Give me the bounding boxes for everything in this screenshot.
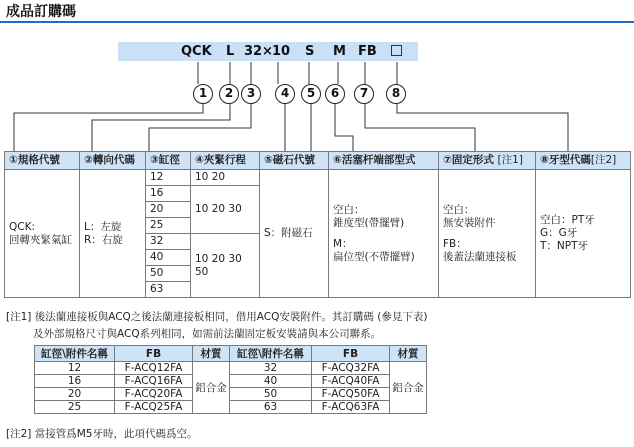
acc-bore: 12 xyxy=(35,362,115,375)
header-thread-label: ⑧牙型代碼 xyxy=(540,154,591,166)
bore-value: 40 xyxy=(146,250,191,266)
rod-end-line: 扁位型(不帶擺臂) xyxy=(333,250,415,263)
code-part-stroke: 10 xyxy=(272,44,291,59)
code-part-bore: 32 xyxy=(244,44,263,59)
spec-code-line: QCK: xyxy=(9,220,36,233)
acc-header-material-2: 材質 xyxy=(390,346,427,362)
fixing-line: FB： xyxy=(443,237,467,250)
circled-number-5: 5 xyxy=(301,84,321,104)
cell-fixing xyxy=(439,170,536,298)
page-title: 成品訂購碼 xyxy=(6,4,76,20)
acc-bore: 25 xyxy=(35,401,115,414)
circled-number-1: 1 xyxy=(193,84,213,104)
header-spec-code: ①規格代號 xyxy=(5,152,80,170)
acc-part: F-ACQ12FA xyxy=(115,362,193,375)
bore-value: 16 xyxy=(146,186,191,202)
header-thread xyxy=(536,152,631,170)
table-row xyxy=(35,401,427,414)
connector-lines xyxy=(0,0,634,152)
code-part-fixing: FB xyxy=(358,44,377,59)
stroke-value: 10 20 30 50 xyxy=(191,234,260,298)
acc-bore: 40 xyxy=(230,375,312,388)
connector-7 xyxy=(365,104,475,152)
header-rod-end: ⑥活塞杆端部型式 xyxy=(329,152,439,170)
rod-end-line: 空白： xyxy=(333,203,365,216)
stroke-value: 10 20 30 xyxy=(191,186,260,234)
circled-number-3: 3 xyxy=(241,84,261,104)
header-fixing-note: [注1] xyxy=(497,154,523,166)
cell-thread xyxy=(536,170,631,298)
acc-header-fb: FB xyxy=(115,346,193,362)
acc-part: F-ACQ63FA xyxy=(312,401,390,414)
code-part-times: × xyxy=(262,44,273,59)
acc-header-material: 材質 xyxy=(193,346,230,362)
note1-line2: 及外部規格尺寸與ACQ系列相同，如需前法蘭固定板安裝請與本公司聯系。 xyxy=(33,328,382,340)
thread-line: G：G牙 xyxy=(540,227,578,239)
header-bore: ③缸徑 xyxy=(146,152,191,170)
direction-left: L：左旋 xyxy=(84,220,122,233)
cell-magnet: S：附磁石 xyxy=(260,170,329,298)
code-part-magnet: S xyxy=(305,44,315,59)
table-row xyxy=(35,388,427,401)
circled-number-7: 7 xyxy=(354,84,374,104)
circled-number-8: 8 xyxy=(386,84,406,104)
code-part-direction: L xyxy=(226,44,235,59)
header-thread-note: [注2] xyxy=(590,154,617,166)
stroke-value: 10 20 xyxy=(191,170,260,186)
accessory-table xyxy=(34,345,427,414)
bore-value: 12 xyxy=(146,170,191,186)
spec-header-row xyxy=(5,152,631,170)
acc-bore: 20 xyxy=(35,388,115,401)
acc-part: F-ACQ25FA xyxy=(115,401,193,414)
bore-value: 63 xyxy=(146,282,191,298)
header-magnet: ⑤磁石代號 xyxy=(260,152,329,170)
connector-3 xyxy=(149,104,251,152)
bore-value: 25 xyxy=(146,218,191,234)
acc-header-bore-2: 缸徑\附件名稱 xyxy=(230,346,312,362)
bore-value: 50 xyxy=(146,266,191,282)
header-stroke: ④夾緊行程 xyxy=(191,152,260,170)
acc-part: F-ACQ20FA xyxy=(115,388,193,401)
acc-part: F-ACQ40FA xyxy=(312,375,390,388)
circled-number-2: 2 xyxy=(219,84,239,104)
rod-end-line: M： xyxy=(333,237,353,250)
direction-right: R：右旋 xyxy=(84,233,123,246)
note2: [注2] 當接管爲M5牙時，此項代碼爲空。 xyxy=(6,428,198,440)
bore-value: 20 xyxy=(146,202,191,218)
bore-value: 32 xyxy=(146,234,191,250)
header-direction: ②轉向代碼 xyxy=(80,152,146,170)
acc-bore: 32 xyxy=(230,362,312,375)
acc-part: F-ACQ50FA xyxy=(312,388,390,401)
cell-spec-code xyxy=(5,170,80,298)
thread-line: T：NPT牙 xyxy=(540,240,589,252)
acc-header-bore: 缸徑\附件名稱 xyxy=(35,346,115,362)
acc-material: 鋁合金 xyxy=(390,362,427,414)
table-row xyxy=(35,362,427,375)
spec-table xyxy=(4,151,631,298)
header-fixing-label: ⑦固定形式 xyxy=(443,154,494,166)
thread-line: 空白：PT牙 xyxy=(540,214,595,226)
note1-line1: [注1] 後法蘭連接板與ACQ之後法蘭連接板相同，借用ACQ安裝附件。其訂購碼 (參見下表) xyxy=(6,311,428,323)
acc-bore: 50 xyxy=(230,388,312,401)
acc-bore: 16 xyxy=(35,375,115,388)
accessory-header-row xyxy=(35,346,427,362)
fixing-line: 無安裝附件 xyxy=(443,216,496,229)
connector-6 xyxy=(335,104,353,152)
code-part-series: QCK xyxy=(181,44,212,59)
spec-code-line: 回轉夾緊氣缸 xyxy=(9,233,72,246)
cell-direction xyxy=(80,170,146,298)
acc-part: F-ACQ32FA xyxy=(312,362,390,375)
fixing-line: 後蓋法蘭連接板 xyxy=(443,250,517,263)
circled-number-4: 4 xyxy=(275,84,295,104)
header-fixing xyxy=(439,152,536,170)
fixing-line: 空白： xyxy=(443,203,475,216)
table-row xyxy=(35,375,427,388)
cell-rod-end xyxy=(329,170,439,298)
acc-header-fb-2: FB xyxy=(312,346,390,362)
acc-material: 鋁合金 xyxy=(193,362,230,414)
circled-number-6: 6 xyxy=(325,84,345,104)
acc-part: F-ACQ16FA xyxy=(115,375,193,388)
acc-bore: 63 xyxy=(230,401,312,414)
rod-end-line: 錐度型(帶擺臂) xyxy=(333,216,405,229)
code-part-rod-end: M xyxy=(333,44,346,59)
